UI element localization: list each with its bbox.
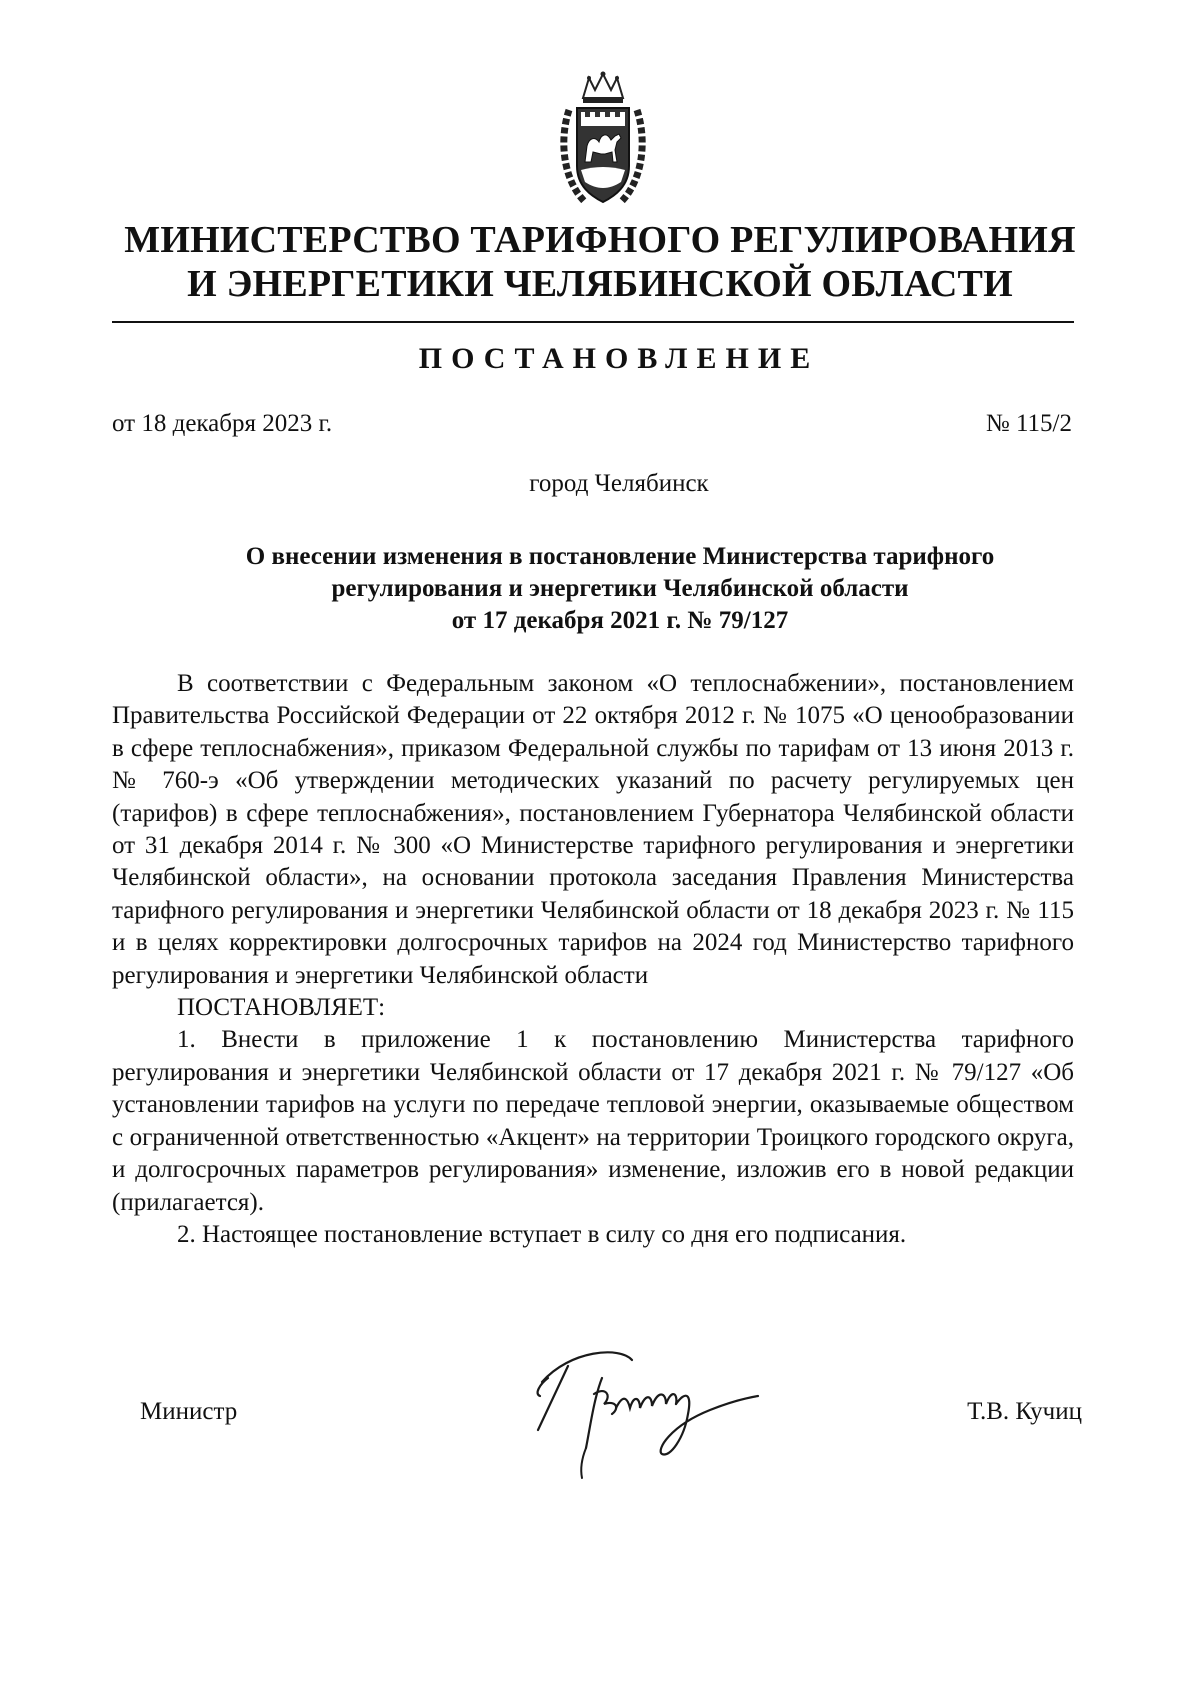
heading-line: О внесении изменения в постановление Министерства тарифного (245, 543, 995, 570)
document-type: ПОСТАНОВЛЕНИЕ (418, 342, 820, 375)
coat-of-arms-icon (555, 70, 651, 210)
body-paragraph-item-1: 1. Внести в приложение 1 к постановлению Министерства тарифного регулирования и энергетики Челябинской области от 17 декабря 2021 г. № 79/127 «Об установлении тарифов на услуги по передаче тепловой энергии, оказываемые обществом с ограниченной ответственностью «Акцент» на территории Троицкого городского округа, и долгосрочных параметров регулирования» изменение, изложив его в новой редакции (прилагается). (112, 1026, 1074, 1216)
body-paragraph-item-2: 2. Настоящее постановление вступает в силу со дня его подписания. (177, 1220, 907, 1248)
document-city: город Челябинск (529, 470, 709, 497)
document-number: № 115/2 (985, 410, 1072, 437)
organization-name-line1: МИНИСТЕРСТВО ТАРИФНОГО РЕГУЛИРОВАНИЯ (124, 219, 1076, 261)
heading-line: от 17 декабря 2021 г. № 79/127 (451, 607, 789, 634)
signature-icon (520, 1338, 790, 1488)
organization-name-line2: И ЭНЕРГЕТИКИ ЧЕЛЯБИНСКОЙ ОБЛАСТИ (187, 263, 1013, 305)
heading-line: регулирования и энергетики Челябинской области (331, 575, 909, 602)
body-paragraph-preamble: В соответствии с Федеральным законом «О теплоснабжении», постановлением Правительства Российской Федерации от 22 октября 2012 г. № 1075 «О ценообразовании в сфере теплоснабжения», приказом Федеральной службы по тарифам от 13 июня 2013 г. № 760-э «Об утверждении методических указаний по расчету регулируемых цен (тарифов) в сфере теплоснабжения», постановлением Губернатора Челябинской области от 31 декабря 2014 г. № 300 «О Министерстве тарифного регулирования и энергетики Челябинской области», на основании протокола заседания Правления Министерства тарифного регулирования и энергетики Челябинской области от 18 декабря 2023 г. № 115 и в целях корректировки долгосрочных тарифов на 2024 год Министерство тарифного регулирования и энергетики Челябинской области (112, 670, 1074, 989)
signatory-name: Т.В. Кучиц (967, 1398, 1082, 1425)
document-heading (140, 541, 1100, 637)
document-body (112, 668, 1074, 1251)
signatory-role: Министр (140, 1398, 238, 1425)
header-divider (112, 321, 1074, 323)
body-paragraph-resolves: ПОСТАНОВЛЯЕТ: (177, 994, 386, 1022)
document-date: от 18 декабря 2023 г. (112, 410, 333, 437)
